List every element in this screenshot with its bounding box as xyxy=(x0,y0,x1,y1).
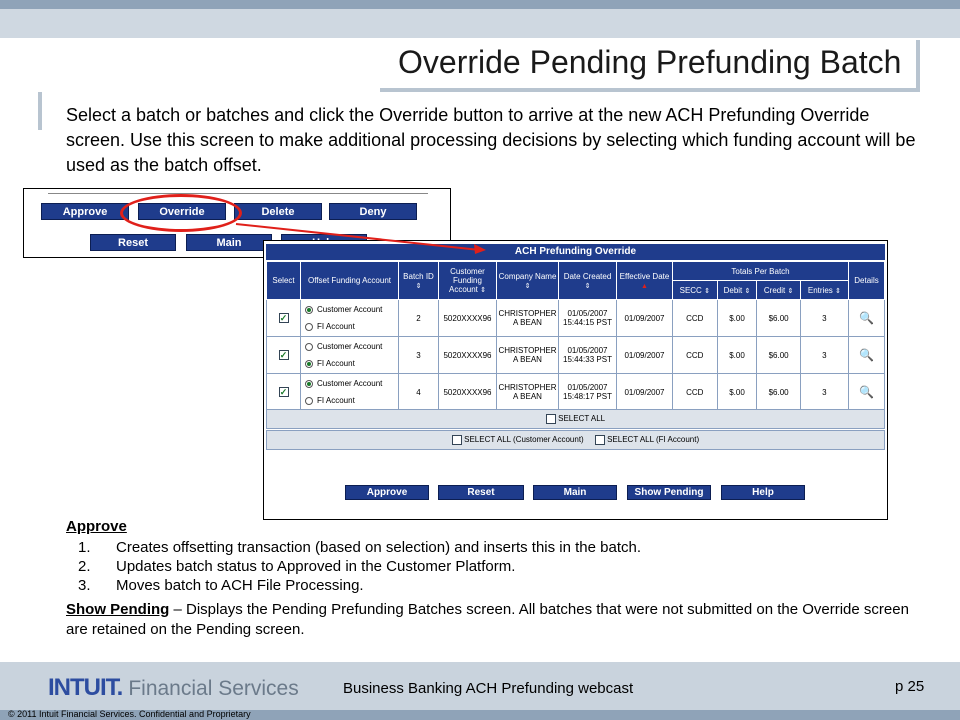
cell-date: 01/05/2007 15:44:15 PST xyxy=(559,300,617,337)
radio-fi-account[interactable]: FI Account xyxy=(305,355,397,372)
col-customer-funding[interactable]: Customer Funding Account ⇕ xyxy=(439,262,497,300)
cell-date: 01/05/2007 15:44:33 PST xyxy=(559,337,617,374)
cell-funding: 5020XXXX96 xyxy=(439,337,497,374)
screen-title: ACH Prefunding Override xyxy=(266,244,885,260)
screen-approve-button[interactable]: Approve xyxy=(345,485,429,500)
radio-customer-account[interactable]: Customer Account xyxy=(305,375,397,392)
cell-credit: $6.00 xyxy=(757,337,800,374)
col-date-created[interactable]: Date Created ⇕ xyxy=(559,262,617,300)
slide-title: Override Pending Prefunding Batch xyxy=(398,44,902,80)
radio-fi-account[interactable]: FI Account xyxy=(305,392,397,409)
col-debit[interactable]: Debit ⇕ xyxy=(717,281,757,300)
copyright: © 2011 Intuit Financial Services. Confidential and Proprietary xyxy=(8,709,251,719)
col-credit[interactable]: Credit ⇕ xyxy=(757,281,800,300)
show-pending-note xyxy=(66,600,926,640)
cell-effective: 01/09/2007 xyxy=(617,337,673,374)
col-company[interactable]: Company Name ⇕ xyxy=(497,262,559,300)
show-pending-term: Show Pending xyxy=(66,601,170,618)
intro-text: Select a batch or batches and click the Override button to arrive at the new ACH Prefunding Override screen. Use this screen to make additional processing decisions by selecting which funding account will be used as the batch offset. xyxy=(66,105,916,175)
cell-batch-id: 3 xyxy=(399,337,439,374)
cell-effective: 01/09/2007 xyxy=(617,300,673,337)
col-effective[interactable]: Effective Date ▲ xyxy=(617,262,673,300)
screen-main-button[interactable]: Main xyxy=(533,485,617,500)
radio-customer-account[interactable]: Customer Account xyxy=(305,338,397,355)
webcast-label: Business Banking ACH Prefunding webcast xyxy=(343,680,634,697)
cell-batch-id: 2 xyxy=(399,300,439,337)
cell-secc: CCD xyxy=(673,374,718,411)
list-item: 3. Moves batch to ACH File Processing. xyxy=(78,577,364,594)
row-checkbox[interactable]: ✓ xyxy=(267,374,301,411)
override-button[interactable]: Override xyxy=(138,203,226,220)
show-pending-button[interactable]: Show Pending xyxy=(627,485,711,500)
cell-debit: $.00 xyxy=(717,374,757,411)
col-batch-id[interactable]: Batch ID ⇕ xyxy=(399,262,439,300)
select-all-label: SELECT ALL xyxy=(558,414,606,423)
select-all-fi-label: SELECT ALL (FI Account) xyxy=(607,435,700,444)
cell-credit: $6.00 xyxy=(757,300,800,337)
approve-button[interactable]: Approve xyxy=(41,203,129,220)
main-button[interactable]: Main xyxy=(186,234,272,251)
cell-date: 01/05/2007 15:48:17 PST xyxy=(559,374,617,411)
details-magnifier-icon[interactable]: 🔍 xyxy=(849,300,885,337)
cell-batch-id: 4 xyxy=(399,374,439,411)
cell-debit: $.00 xyxy=(717,337,757,374)
radio-customer-account[interactable]: Customer Account xyxy=(305,301,397,318)
details-magnifier-icon[interactable]: 🔍 xyxy=(849,337,885,374)
cell-funding: 5020XXXX96 xyxy=(439,374,497,411)
radio-fi-account[interactable]: FI Account xyxy=(305,318,397,335)
cell-credit: $6.00 xyxy=(757,374,800,411)
col-secc[interactable]: SECC ⇕ xyxy=(673,281,718,300)
col-totals: Totals Per Batch xyxy=(673,262,849,281)
notes-block xyxy=(66,518,926,640)
page-number: p 25 xyxy=(895,678,925,695)
cell-debit: $.00 xyxy=(717,300,757,337)
screen-reset-button[interactable]: Reset xyxy=(438,485,524,500)
cell-entries: 3 xyxy=(800,337,848,374)
reset-button[interactable]: Reset xyxy=(90,234,176,251)
approve-steps xyxy=(78,538,926,595)
col-entries[interactable]: Entries ⇕ xyxy=(800,281,848,300)
col-select: Select xyxy=(267,262,301,300)
cell-secc: CCD xyxy=(673,300,718,337)
cell-entries: 3 xyxy=(800,300,848,337)
show-pending-desc: – Displays the Pending Prefunding Batches screen. All batches that were not submitted on the Override screen are retained on the Pending screen. xyxy=(66,601,909,638)
details-magnifier-icon[interactable]: 🔍 xyxy=(849,374,885,411)
cell-company: CHRISTOPHER A BEAN xyxy=(497,374,559,411)
list-item: 1. Creates offsetting transaction (based on selection) and inserts this in the batch. xyxy=(78,539,642,556)
delete-button[interactable]: Delete xyxy=(234,203,322,220)
row-checkbox[interactable]: ✓ xyxy=(267,337,301,374)
arrow-line xyxy=(236,224,480,250)
approve-heading: Approve xyxy=(66,518,127,535)
cell-company: CHRISTOPHER A BEAN xyxy=(497,337,559,374)
arrow-head-icon xyxy=(474,244,486,254)
cell-effective: 01/09/2007 xyxy=(617,374,673,411)
screen-help-button[interactable]: Help xyxy=(721,485,805,500)
select-all-customer-label: SELECT ALL (Customer Account) xyxy=(464,435,584,444)
row-checkbox[interactable]: ✓ xyxy=(267,300,301,337)
col-offset: Offset Funding Account xyxy=(301,262,399,300)
deny-button[interactable]: Deny xyxy=(329,203,417,220)
list-item: 2. Updates batch status to Approved in the Customer Platform. xyxy=(78,558,516,575)
intuit-logo: INTUIT. Financial Services xyxy=(48,674,299,701)
col-details: Details xyxy=(849,262,885,300)
cell-secc: CCD xyxy=(673,337,718,374)
cell-company: CHRISTOPHER A BEAN xyxy=(497,300,559,337)
cell-entries: 3 xyxy=(800,374,848,411)
cell-funding: 5020XXXX96 xyxy=(439,300,497,337)
